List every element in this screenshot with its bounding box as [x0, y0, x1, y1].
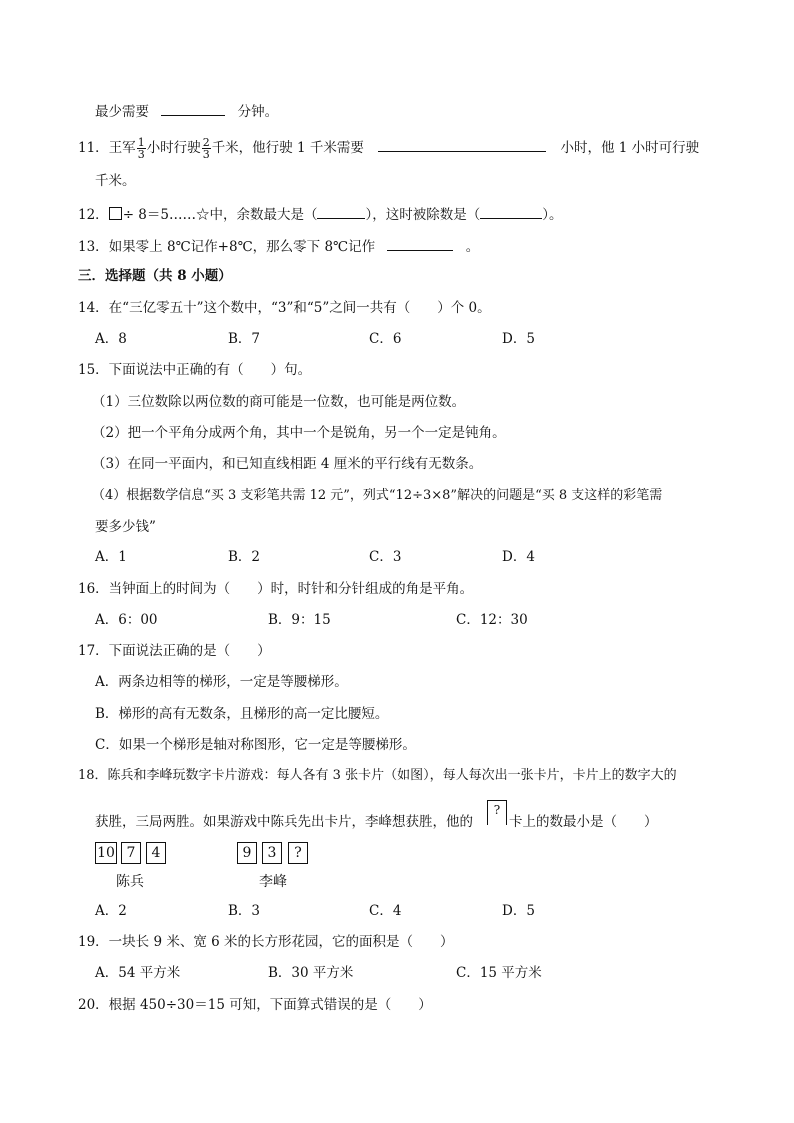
li-card-3: ?	[288, 842, 308, 864]
q15-option-b[interactable]: B．2	[228, 549, 261, 565]
q16-option-b[interactable]: B．9：15	[268, 612, 331, 628]
q15-option-c[interactable]: C．3	[369, 549, 402, 565]
chen-card-3: 4	[146, 842, 166, 864]
li-name-caption: 李峰	[259, 874, 287, 890]
q14-text: 14．在“三亿零五十”这个数中，“3”和“5”之间一共有（ ）个 0。	[78, 300, 491, 316]
chen-card-1: 10	[95, 842, 117, 864]
q10-text-after: 分钟。	[237, 104, 279, 120]
q19-option-c[interactable]: C．15 平方米	[456, 965, 542, 981]
q15-statement-4b: 要多少钱”	[95, 519, 156, 535]
section-3-heading: 三．选择题（共 8 小题）	[78, 268, 232, 284]
q15-option-a[interactable]: A．1	[95, 549, 127, 565]
q18-inline-question-card: ?	[487, 800, 507, 825]
q16-option-a[interactable]: A．6：00	[95, 612, 158, 628]
q10-line	[95, 101, 278, 122]
q11-text-1: 王军	[108, 140, 136, 156]
q12-answer-blank-1[interactable]	[317, 204, 365, 219]
q11-answer-blank-1[interactable]	[378, 137, 546, 152]
q14-option-a[interactable]: A．8	[95, 331, 127, 347]
q12-text-3: ）。	[542, 207, 563, 223]
li-card-1: 9	[237, 842, 257, 864]
q15-statement-2: （2）把一个平角分成两个角，其中一个是锐角，另一个一定是钝角。	[92, 425, 506, 441]
q14-option-c[interactable]: C．6	[369, 331, 402, 347]
q18-line-1: 18．陈兵和李峰玩数字卡片游戏：每人各有 3 张卡片（如图），每人每次出一张卡片，卡片上的数字大的	[78, 768, 677, 783]
q18-line-2a: 获胜，三局两胜。如果游戏中陈兵先出卡片，李峰想获胜，他的	[95, 814, 473, 830]
q13-text-2: 。	[465, 239, 480, 255]
q17-option-c[interactable]: C．如果一个梯形是轴对称图形，它一定是等腰梯形。	[95, 737, 416, 753]
q18-line-2b: 卡上的数最小是（ ）	[509, 814, 658, 830]
q19-text: 19．一块长 9 米、宽 6 米的长方形花园，它的面积是（ ）	[78, 934, 454, 950]
q13-answer-blank[interactable]	[387, 236, 453, 251]
q14-option-d[interactable]: D．5	[502, 331, 535, 347]
q18-option-b[interactable]: B．3	[228, 903, 261, 919]
q18-option-a[interactable]: A．2	[95, 903, 127, 919]
q12-text-2: ），这时被除数是（	[365, 207, 481, 223]
fraction-numerator: 2	[202, 136, 210, 149]
chen-name-caption: 陈兵	[116, 874, 144, 890]
q13-number: 13．	[78, 239, 109, 255]
q12-text-1: ÷ 8＝5……☆中，余数最大是（	[122, 207, 318, 223]
q15-statement-1: （1）三位数除以两位数的商可能是一位数，也可能是两位数。	[92, 394, 466, 410]
q15-text: 15．下面说法中正确的有（ ）句。	[78, 362, 312, 378]
q11-text-5: 千米。	[95, 173, 136, 189]
q16-text: 16．当钟面上的时间为（ ）时，时针和分针组成的角是平角。	[78, 581, 474, 597]
q10-answer-blank[interactable]	[161, 101, 225, 116]
q11-number: 11．	[78, 140, 109, 156]
fraction-denominator: 3	[137, 148, 145, 161]
q20-text: 20．根据 450÷30＝15 可知，下面算式错误的是（ ）	[78, 997, 432, 1013]
q13-text-1: 如果零上 8℃记作+8℃，那么零下 8℃记作	[108, 239, 376, 255]
li-card-2: 3	[262, 842, 282, 864]
q19-option-b[interactable]: B．30 平方米	[268, 965, 354, 981]
q12-number: 12．	[78, 207, 109, 223]
q15-statement-4a: （4）根据数学信息“买 3 支彩笔共需 12 元”，列式“12÷3×8”解决的问题是“买 8 支这样的彩笔需	[92, 488, 663, 503]
square-box-icon	[109, 207, 122, 220]
q17-option-a[interactable]: A．两条边相等的梯形，一定是等腰梯形。	[95, 674, 348, 690]
q18-option-c[interactable]: C．4	[369, 903, 402, 919]
q11-text-3: 千米，他行驶 1 千米需要	[211, 140, 364, 156]
q11-line2	[95, 171, 136, 191]
q17-text: 17．下面说法正确的是（ ）	[78, 643, 271, 659]
chen-card-2: 7	[121, 842, 141, 864]
q11-line1	[78, 136, 699, 160]
q17-option-b[interactable]: B．梯形的高有无数条，且梯形的高一定比腰短。	[95, 706, 389, 722]
q11-text-4: 小时，他 1 小时可行驶	[560, 140, 700, 156]
q12-answer-blank-2[interactable]	[480, 204, 542, 219]
q14-option-b[interactable]: B．7	[228, 331, 261, 347]
fraction-numerator: 1	[137, 136, 145, 149]
q19-option-a[interactable]: A．54 平方米	[95, 965, 181, 981]
q12-line	[78, 204, 562, 225]
q11-fraction-2	[202, 137, 211, 160]
q10-text-before: 最少需要	[95, 104, 149, 120]
fraction-denominator: 3	[202, 148, 210, 161]
q18-option-d[interactable]: D．5	[502, 903, 535, 919]
q11-fraction-1	[137, 137, 146, 160]
q11-text-2: 小时行驶	[146, 140, 201, 156]
q16-option-c[interactable]: C．12：30	[456, 612, 528, 628]
q13-line	[78, 236, 479, 257]
q15-option-d[interactable]: D．4	[502, 549, 535, 565]
q15-statement-3: （3）在同一平面内，和已知直线相距 4 厘米的平行线有无数条。	[92, 456, 483, 472]
